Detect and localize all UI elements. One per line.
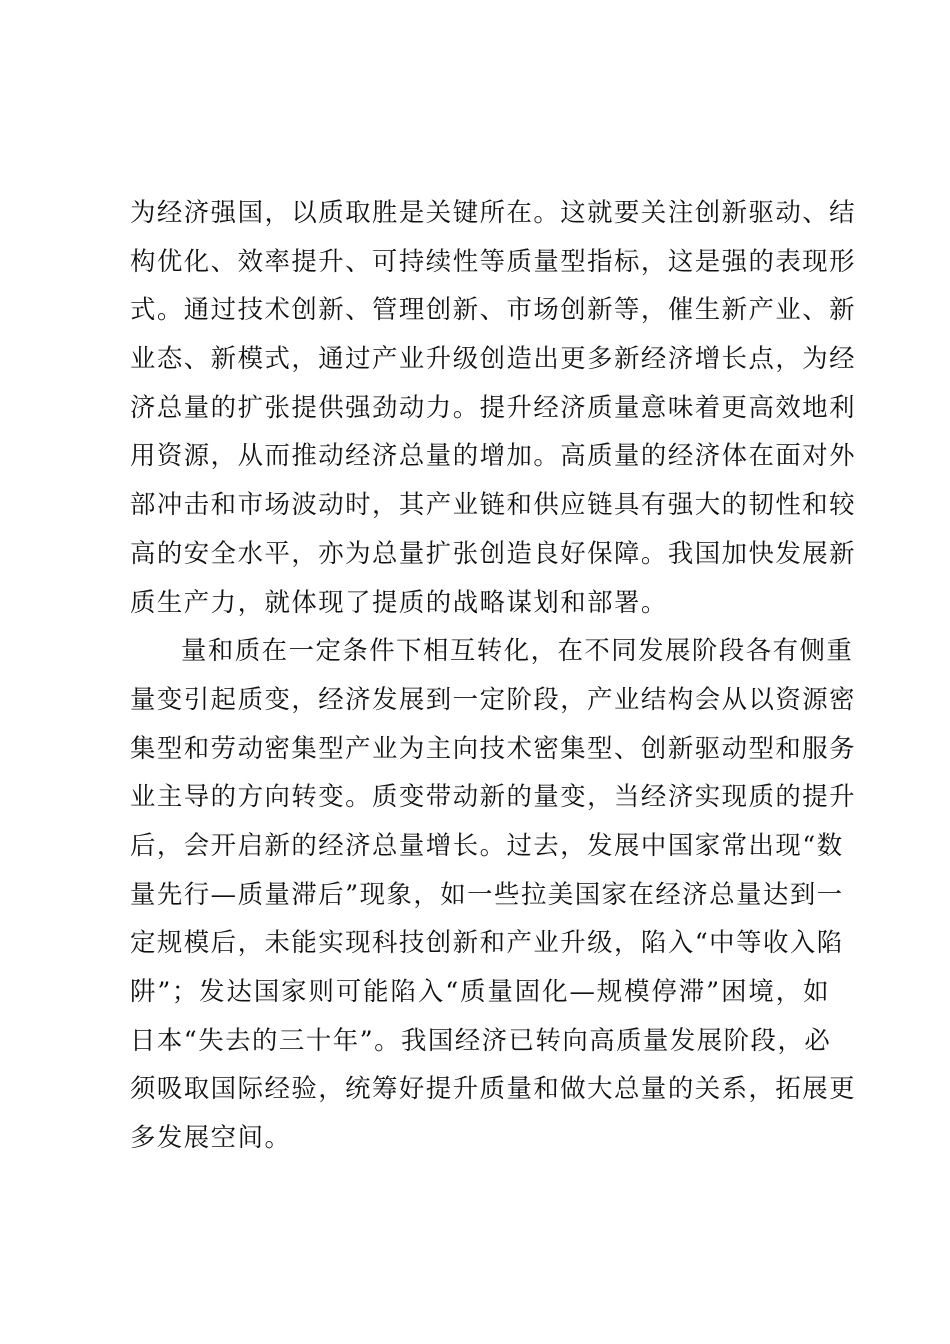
text-line: 业态、新模式，通过产业升级创造出更多新经济增长点，为经 [130,343,857,374]
text-line: 量先行—质量滞后”现象，如一些拉美国家在经济总量达到一 [130,878,844,909]
paragraph [130,188,857,626]
text-line: 量和质在一定条件下相互转化，在不同发展阶段各有侧重 [181,635,854,666]
text-line: 部冲击和市场波动时，其产业链和供应链具有强大的韧性和较 [130,489,857,520]
text-line: 业主导的方向转变。质变带动新的量变，当经济实现质的提升 [130,781,857,812]
text-line: 用资源，从而推动经济总量的增加。高质量的经济体在面对外 [130,440,857,471]
text-line: 须吸取国际经验，统筹好提升质量和做大总量的关系，拓展更 [130,1073,857,1104]
paragraph [130,626,857,1162]
text-line: 量变引起质变，经济发展到一定阶段，产业结构会从以资源密 [130,683,857,714]
text-line: 定规模后，未能实现科技创新和产业升级，陷入“中等收入陷 [130,927,844,958]
text-line: 日本“失去的三十年”。我国经济已转向高质量发展阶段，必 [130,1024,832,1055]
article-body [130,188,857,1162]
text-line: 后，会开启新的经济总量增长。过去，发展中国家常出现“数 [130,829,844,860]
text-line: 为经济强国，以质取胜是关键所在。这就要关注创新驱动、结 [130,197,857,227]
text-line: 济总量的扩张提供强劲动力。提升经济质量意味着更高效地利 [130,391,857,422]
text-line: 多发展空间。 [130,1122,292,1153]
text-line: 集型和劳动密集型产业为主向技术密集型、创新驱动型和服务 [130,732,857,763]
text-line: 阱”；发达国家则可能陷入“质量固化—规模停滞”困境，如 [130,976,830,1006]
text-line: 质生产力，就体现了提质的战略谋划和部署。 [130,586,668,617]
text-line: 式。通过技术创新、管理创新、市场创新等，催生新产业、新 [130,294,857,325]
text-line: 构优化、效率提升、可持续性等质量型指标，这是强的表现形 [130,245,857,276]
text-line: 高的安全水平，亦为总量扩张创造良好保障。我国加快发展新 [130,537,857,568]
